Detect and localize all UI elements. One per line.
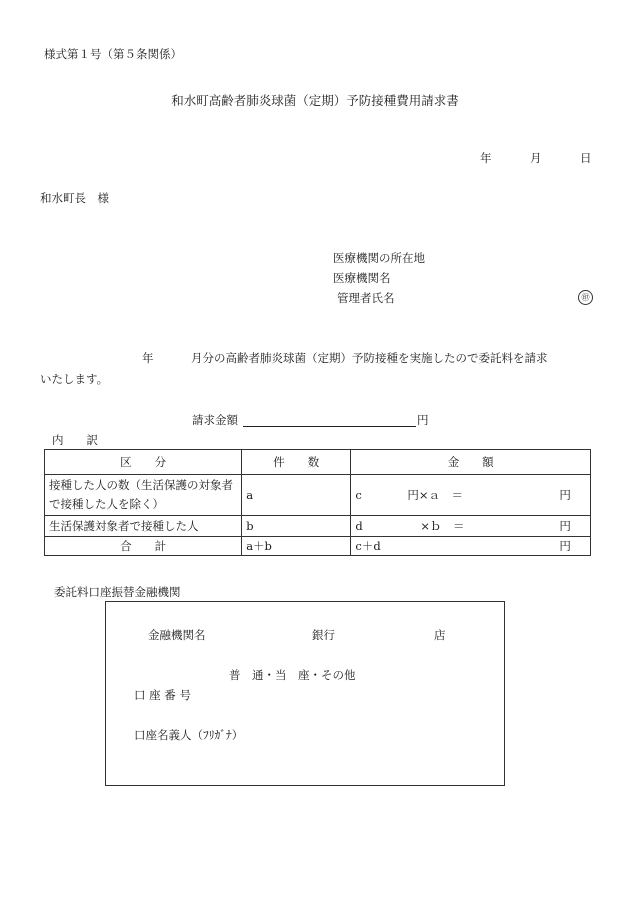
breakdown-table [44,449,591,556]
issuer-location-label: 医療機関の所在地 [333,251,425,265]
row-count[interactable]: b [242,516,351,537]
request-amount-label: 請求金額 [192,413,238,427]
branch-suffix: 店 [434,628,446,642]
date-day: 日 [580,151,592,165]
bank-box [105,601,505,786]
amount-var: d [355,519,363,533]
date-year: 年 [480,151,492,165]
addressee: 和水町長 様 [40,191,109,205]
issuer-name-label: 医療機関名 [333,271,391,285]
form-number: 様式第１号（第５条関係） [44,47,182,61]
request-amount-field[interactable] [243,426,416,427]
table-row [45,537,591,556]
amount-formula: ×ｂ ＝ [420,519,465,533]
bank-suffix: 銀行 [312,628,335,642]
body-line1: 月分の高齢者肺炎球菌（定期）予防接種を実施したので委託料を請求 [191,351,548,365]
amount-unit: 円 [559,539,571,553]
row-amount[interactable] [351,537,591,556]
header-amount: 金 額 [351,450,591,475]
row-count[interactable]: a＋b [242,537,351,556]
institution-label: 金融機関名 [148,628,206,642]
row-amount[interactable] [351,516,591,537]
request-amount-unit: 円 [417,413,429,427]
row-amount[interactable] [351,475,591,516]
amount-unit: 円 [559,519,571,533]
account-number-label: 口 座 番 号 [134,688,191,702]
bank-heading: 委託料口座振替金融機関 [54,585,181,599]
date-month: 月 [530,151,542,165]
amount-var: c＋d [355,539,381,553]
body-line2: いたします。 [40,372,109,386]
header-count: 件 数 [242,450,351,475]
table-row [45,516,591,537]
account-type-options[interactable]: 普 通・当 座・その他 [229,668,356,682]
amount-formula: 円×ａ ＝ [407,488,464,502]
row-count[interactable]: a [242,475,351,516]
amount-unit: 円 [559,488,571,502]
issuer-manager-label: 管理者氏名 [337,291,395,305]
body-year: 年 [142,351,154,365]
table-row [45,475,591,516]
seal-mark: ㊞ [578,290,593,305]
page-title: 和水町高齢者肺炎球菌（定期）予防接種費用請求書 [171,93,459,108]
breakdown-label: 内 訳 [52,433,98,447]
row-category: 生活保護対象者で接種した人 [45,516,242,537]
row-category: 接種した人の数（生活保護の対象者で接種した人を除く） [45,475,242,516]
header-category: 区 分 [45,450,242,475]
account-holder-label: 口座名義人（ﾌﾘｶﾞﾅ） [134,728,244,742]
row-category: 合 計 [45,537,242,556]
amount-var: c [355,488,362,502]
table-header-row [45,450,591,475]
